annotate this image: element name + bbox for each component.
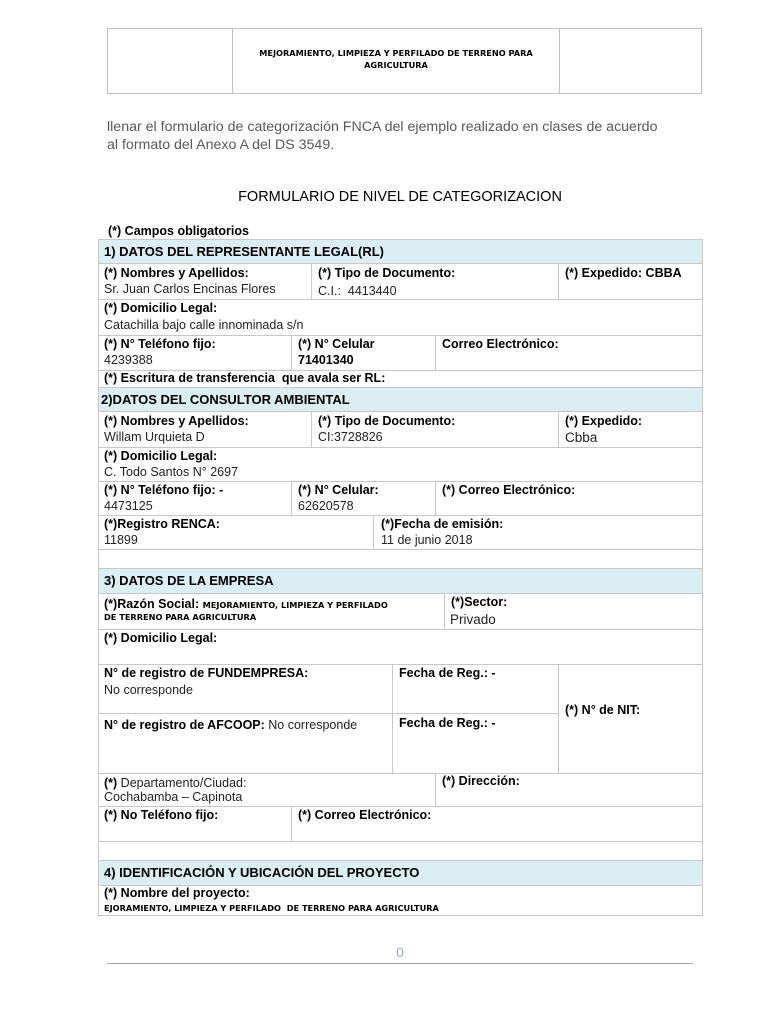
s2-cel-label: (*) N° Celular: [298, 483, 379, 497]
s3-afc-label: N° de registro de AFCOOP: [104, 718, 269, 732]
s1-tel-label: (*) N° Teléfono fijo: [104, 337, 216, 351]
s1-dom-value: Catachilla bajo calle innominada s/n [104, 318, 304, 332]
required-note: (*) Campos obligatorios [108, 224, 249, 238]
s4-name-label: (*) Nombre del proyecto: [104, 886, 250, 900]
s3-nit-label: (*) N° de NIT: [565, 703, 641, 717]
s2-exp-label: (*) Expedido: [565, 414, 643, 428]
s2-doc-value: CI:3728826 [318, 430, 383, 444]
s3-dept-label: Departamento/Ciudad: [117, 776, 247, 790]
s3-spacer-row [98, 841, 703, 861]
s3-razon-line [104, 595, 388, 613]
s3-tel-label: (*) No Teléfono fijo: [104, 808, 219, 822]
header-left-cell [108, 29, 233, 93]
form-title: FORMULARIO DE NIVEL DE CATEGORIZACION [238, 189, 562, 205]
s3-razon-value-1: MEJORAMIENTO, LIMPIEZA Y PERFILADO [202, 600, 388, 610]
s3-afc-value: No corresponde [268, 718, 358, 732]
s1-name-label: (*) Nombres y Apellidos: [104, 266, 249, 280]
s2-name-label: (*) Nombres y Apellidos: [104, 414, 249, 428]
s3-dom-label: (*) Domicilio Legal: [104, 631, 218, 645]
s1-dom-label: (*) Domicilio Legal: [104, 301, 218, 315]
s3-sector-value: Privado [450, 612, 496, 627]
s1-cel-value: 71401340 [298, 353, 354, 367]
s1-exp-label: (*) Expedido: CBBA [565, 266, 682, 280]
s4-name-value: EJORAMIENTO, LIMPIEZA Y PERFILADO DE TERRENO PARA AGRICULTURA [104, 903, 439, 913]
document-header [107, 28, 702, 94]
s2-renca-value: 11899 [104, 533, 138, 547]
s3-dept-star: (*) [104, 776, 118, 790]
s3-dir-label: (*) Dirección: [442, 774, 520, 788]
s2-spacer-row [98, 549, 703, 569]
s2-renca-label: (*)Registro RENCA: [104, 517, 220, 531]
header-right-cell [559, 29, 702, 93]
s3-razon-value-2: DE TERRENO PARA AGRICULTURA [104, 612, 257, 622]
s1-tel-value: 4239388 [104, 353, 153, 367]
instructions-line-1: llenar el formulario de categorización FNCA del ejemplo realizado en clases de acuerdo [107, 119, 658, 135]
s3-dept-value: Cochabamba – Capinota [104, 790, 243, 804]
s3-sector-label: (*)Sector: [451, 595, 508, 609]
s1-deed-label: (*) Escritura de transferencia que avala ser RL: [104, 371, 386, 385]
s2-date-label: (*)Fecha de emisión: [381, 517, 504, 531]
s1-doc-label: (*) Tipo de Documento: [318, 266, 456, 280]
s3-razon-label: (*)Razón Social: [104, 597, 203, 611]
header-title: MEJORAMIENTO, LIMPIEZA Y PERFILADO DE TERRENO PARA AGRICULTURA [259, 48, 533, 70]
s2-cel-value: 62620578 [298, 499, 354, 513]
s3-mail-label: (*) Correo Electrónico: [298, 808, 432, 822]
s2-dom-value: C. Todo Santos N° 2697 [104, 465, 239, 479]
page-number: 0 [396, 944, 404, 960]
s1-doc-value: C.I.: 4413440 [318, 284, 397, 298]
section-2-title: 2)DATOS DEL CONSULTOR AMBIENTAL [101, 392, 350, 407]
s3-fund-date-label: Fecha de Reg.: - [399, 666, 496, 680]
s2-doc-label: (*) Tipo de Documento: [318, 414, 456, 428]
s1-cel-label: (*) N° Celular [298, 337, 375, 351]
s2-mail-label: (*) Correo Electrónico: [442, 483, 576, 497]
section-4-title: 4) IDENTIFICACIÓN Y UBICACIÓN DEL PROYECTO [104, 865, 420, 880]
s3-afc-date-label: Fecha de Reg.: - [399, 716, 496, 730]
s1-name-value: Sr. Juan Carlos Encinas Flores [104, 282, 276, 296]
section-1-title: 1) DATOS DEL REPRESENTANTE LEGAL(RL) [104, 244, 384, 259]
s3-nit-cell [558, 664, 703, 774]
s2-name-value: Willam Urquieta D [104, 430, 205, 444]
s2-date-value: 11 de junio 2018 [381, 533, 473, 547]
s3-fund-label: N° de registro de FUNDEMPRESA: [104, 666, 309, 680]
section-3-title: 3) DATOS DE LA EMPRESA [104, 573, 274, 588]
s2-tel-value: 4473125 [104, 499, 153, 513]
s2-exp-value: Cbba [565, 430, 598, 445]
s3-afc-line [104, 716, 357, 734]
s3-fund-value: No corresponde [104, 683, 193, 697]
footer-divider [107, 963, 693, 964]
instructions-line-2: al formato del Anexo A del DS 3549. [107, 137, 335, 153]
s2-tel-label: (*) N° Teléfono fijo: - [104, 483, 224, 497]
s2-dom-label: (*) Domicilio Legal: [104, 449, 218, 463]
s1-mail-label: Correo Electrónico: [442, 337, 559, 351]
